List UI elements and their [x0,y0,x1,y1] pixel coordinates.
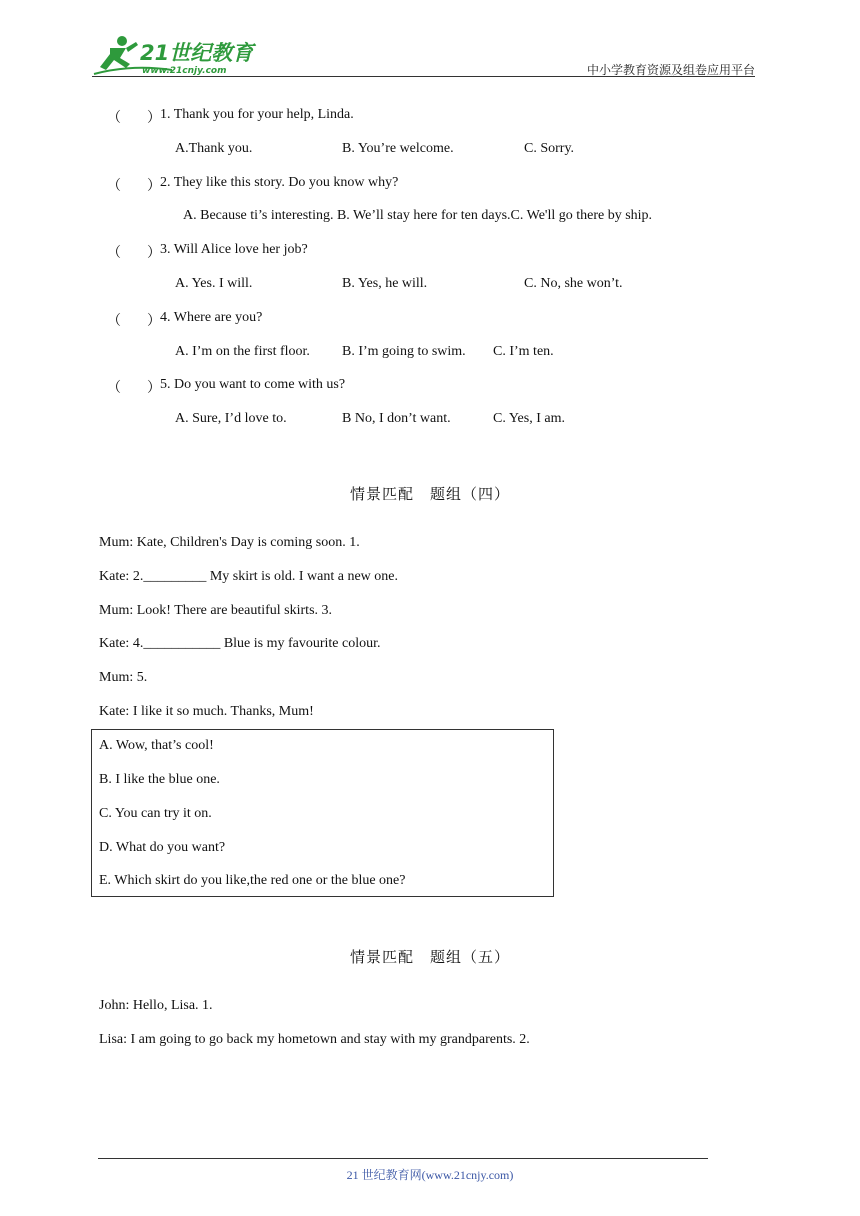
option-item: B. I like the blue one. [99,772,220,787]
option-c: C. I’m ten. [493,344,554,359]
answer-bracket[interactable]: （ ） [107,246,161,261]
logo-url: www.21cnjy.com [142,66,227,76]
option-c: C. Yes, I am. [493,411,565,426]
answer-bracket[interactable]: （ ） [107,381,161,396]
option-item: A. Wow, that’s cool! [99,738,214,753]
option-a: A. I’m on the first floor. [175,344,310,359]
dialogue-line: Kate: I like it so much. Thanks, Mum! [99,704,314,719]
section-title: 情景匹配 题组（四） [349,485,510,503]
option-b: B. I’m going to swim. [342,344,466,359]
option-a: A. Sure, I’d love to. [175,411,287,426]
footer-divider [98,1158,708,1159]
dialogue-line: Mum: 5. [99,670,148,685]
option-b: B. You’re welcome. [342,141,454,156]
question-text: 2. They like this story. Do you know why? [160,175,399,190]
answer-bracket[interactable]: （ ） [107,314,161,329]
option-b: B. Yes, he will. [342,276,428,291]
footer-text[interactable]: 21 世纪教育网(www.21cnjy.com) [346,1168,514,1182]
logo-text: 21世纪教育 [140,41,254,65]
header-platform-text: 中小学教育资源及组卷应用平台 [586,63,755,77]
question-text: 1. Thank you for your help, Linda. [160,107,354,122]
option-b: B No, I don’t want. [342,411,451,426]
dialogue-line: Mum: Look! There are beautiful skirts. 3. [99,603,333,618]
option-c: C. No, she won’t. [524,276,623,291]
site-logo [92,34,262,78]
question-text: 5. Do you want to come with us? [160,377,346,392]
option-item: E. Which skirt do you like,the red one or the blue one? [99,873,406,888]
answer-bracket[interactable]: （ ） [107,111,161,126]
option-a: A.Thank you. [175,141,253,156]
dialogue-line: Lisa: I am going to go back my hometown and stay with my grandparents. 2. [99,1032,530,1047]
answer-bracket[interactable]: （ ） [107,179,161,194]
dialogue-line: John: Hello, Lisa. 1. [99,998,213,1013]
option-item: C. You can try it on. [99,806,212,821]
runner-icon [92,34,262,78]
option-item: D. What do you want? [99,840,226,855]
dialogue-line: Mum: Kate, Children's Day is coming soon. 1. [99,535,360,550]
question-text: 4. Where are you? [160,310,263,325]
dialogue-line: Kate: 4.___________ Blue is my favourite colour. [99,636,381,651]
option-a: A. Yes. I will. [175,276,253,291]
dialogue-line: Kate: 2._________ My skirt is old. I want a new one. [99,569,399,584]
header-divider [92,76,755,77]
option-c: C. Sorry. [524,141,575,156]
options-line: A. Because ti’s interesting. B. We’ll stay here for ten days.C. We'll go there by ship. [183,208,653,223]
question-text: 3. Will Alice love her job? [160,242,308,257]
section-title: 情景匹配 题组（五） [349,948,510,966]
